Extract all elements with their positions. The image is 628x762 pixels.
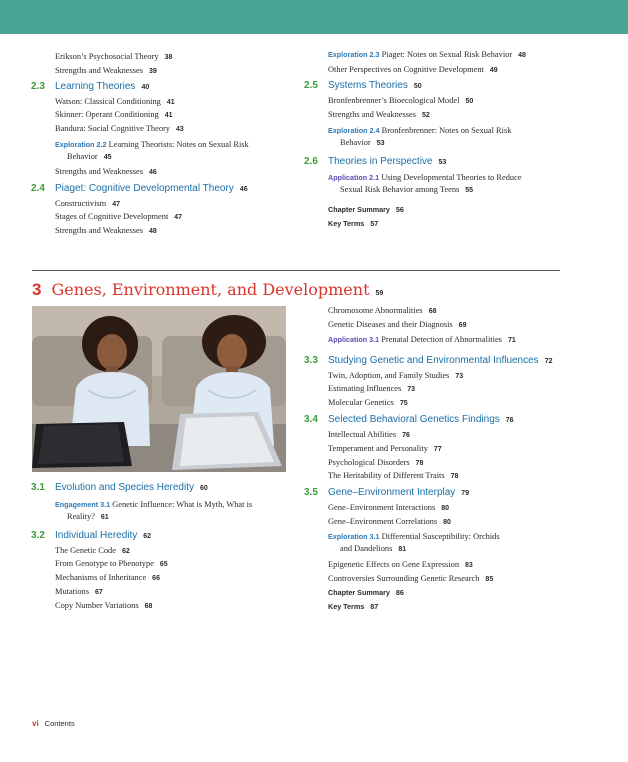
toc-entry[interactable]: Bronfenbrenner’s Bioecological Model 50 xyxy=(328,96,474,105)
toc-entry[interactable]: From Genotype to Phenotype 65 xyxy=(55,559,168,568)
chapter-photo xyxy=(32,306,286,472)
toc-entry[interactable]: Chromosome Abnormalities 68 xyxy=(328,306,437,315)
toc-entry[interactable]: Other Perspectives on Cognitive Development 49 xyxy=(328,65,498,74)
toc-entry[interactable]: Estimating Influences 73 xyxy=(328,384,416,393)
toc-entry[interactable]: Watson: Classical Conditioning 41 xyxy=(55,97,175,106)
toc-section-3-5[interactable]: 3.5 Gene–Environment Interplay 79 xyxy=(304,487,470,498)
toc-exploration-2-2[interactable]: Exploration 2.2 Learning Theorists: Notes on Sexual Risk Behavior 45 xyxy=(55,140,249,161)
toc-section-3-1[interactable]: 3.1 Evolution and Species Heredity 60 xyxy=(31,482,208,493)
toc-entry[interactable]: The Genetic Code 62 xyxy=(55,546,130,555)
toc-entry[interactable]: Strengths and Weaknesses 52 xyxy=(328,110,430,119)
toc-entry[interactable]: Stages of Cognitive Development 47 xyxy=(55,212,183,221)
toc-entry[interactable]: Strengths and Weaknesses 48 xyxy=(55,226,157,235)
toc-application-3-1[interactable]: Application 3.1 Prenatal Detection of Abnormalities 71 xyxy=(328,335,516,344)
toc-entry[interactable]: Copy Number Variations 68 xyxy=(55,601,153,610)
chapter-divider xyxy=(32,270,560,271)
toc-section-3-4[interactable]: 3.4 Selected Behavioral Genetics Findings 76 xyxy=(304,414,514,425)
toc-section-3-2[interactable]: 3.2 Individual Heredity 62 xyxy=(31,530,152,541)
toc-section-2-5[interactable]: 2.5 Systems Theories 50 xyxy=(304,80,422,91)
toc-entry[interactable]: Molecular Genetics 75 xyxy=(328,398,408,407)
toc-entry[interactable]: Intellectual Abilities 76 xyxy=(328,430,410,439)
toc-key-terms[interactable]: Key Terms 87 xyxy=(328,602,379,611)
page-folio: vi xyxy=(32,719,39,728)
toc-entry[interactable]: The Heritability of Different Traits 78 xyxy=(328,471,459,480)
toc-entry[interactable]: Epigenetic Effects on Gene Expression 83 xyxy=(328,560,473,569)
toc-exploration-3-1[interactable]: Exploration 3.1 Differential Susceptibility: Orchids and Dandelions 81 xyxy=(328,532,500,553)
toc-entry[interactable]: Strengths and Weaknesses 39 xyxy=(55,66,157,75)
toc-entry[interactable]: Bandura: Social Cognitive Theory 43 xyxy=(55,124,184,133)
toc-section-2-4[interactable]: 2.4 Piaget: Cognitive Developmental Theory 46 xyxy=(31,183,248,194)
toc-entry[interactable]: Temperament and Personality 77 xyxy=(328,444,442,453)
toc-entry[interactable]: Gene–Environment Correlations 80 xyxy=(328,517,451,526)
toc-chapter-summary[interactable]: Chapter Summary 56 xyxy=(328,205,404,214)
toc-entry[interactable]: Controversies Surrounding Genetic Research 85 xyxy=(328,574,494,583)
toc-entry[interactable]: Mechanisms of Inheritance 66 xyxy=(55,573,160,582)
toc-section-3-3[interactable]: 3.3 Studying Genetic and Environmental Influences 72 xyxy=(304,355,553,366)
toc-section-2-6[interactable]: 2.6 Theories in Perspective 53 xyxy=(304,156,447,167)
toc-section-2-3[interactable]: 2.3 Learning Theories 40 xyxy=(31,81,150,92)
toc-exploration-2-4[interactable]: Exploration 2.4 Bronfenbrenner: Notes on Sexual Risk Behavior 53 xyxy=(328,126,512,147)
toc-entry[interactable]: Genetic Diseases and their Diagnosis 69 xyxy=(328,320,467,329)
chapter-heading[interactable]: 3 Genes, Environment, and Development 59 xyxy=(32,280,384,299)
toc-entry[interactable]: Constructivism 47 xyxy=(55,199,120,208)
toc-entry[interactable]: Mutations 67 xyxy=(55,587,103,596)
top-color-band xyxy=(0,0,628,34)
toc-entry[interactable]: Twin, Adoption, and Family Studies 73 xyxy=(328,371,464,380)
toc-application-2-1[interactable]: Application 2.1 Using Developmental Theories to Reduce Sexual Risk Behavior among Teens 55 xyxy=(328,173,522,194)
footer-label: Contents xyxy=(44,719,75,728)
toc-chapter-summary[interactable]: Chapter Summary 86 xyxy=(328,588,404,597)
toc-entry[interactable]: Strengths and Weaknesses 46 xyxy=(55,167,157,176)
toc-exploration-2-3[interactable]: Exploration 2.3 Piaget: Notes on Sexual Risk Behavior 48 xyxy=(328,50,526,59)
toc-entry[interactable]: Gene–Environment Interactions 80 xyxy=(328,503,450,512)
toc-entry[interactable]: Skinner: Operant Conditioning 41 xyxy=(55,110,173,119)
toc-entry[interactable]: Psychological Disorders 78 xyxy=(328,458,424,467)
toc-key-terms[interactable]: Key Terms 57 xyxy=(328,219,379,228)
toc-engagement-3-1[interactable]: Engagement 3.1 Genetic Influence: What is Myth, What is Reality? 61 xyxy=(55,500,253,521)
page-footer xyxy=(32,719,75,728)
toc-entry[interactable]: Erikson’s Psychosocial Theory 38 xyxy=(55,52,173,61)
